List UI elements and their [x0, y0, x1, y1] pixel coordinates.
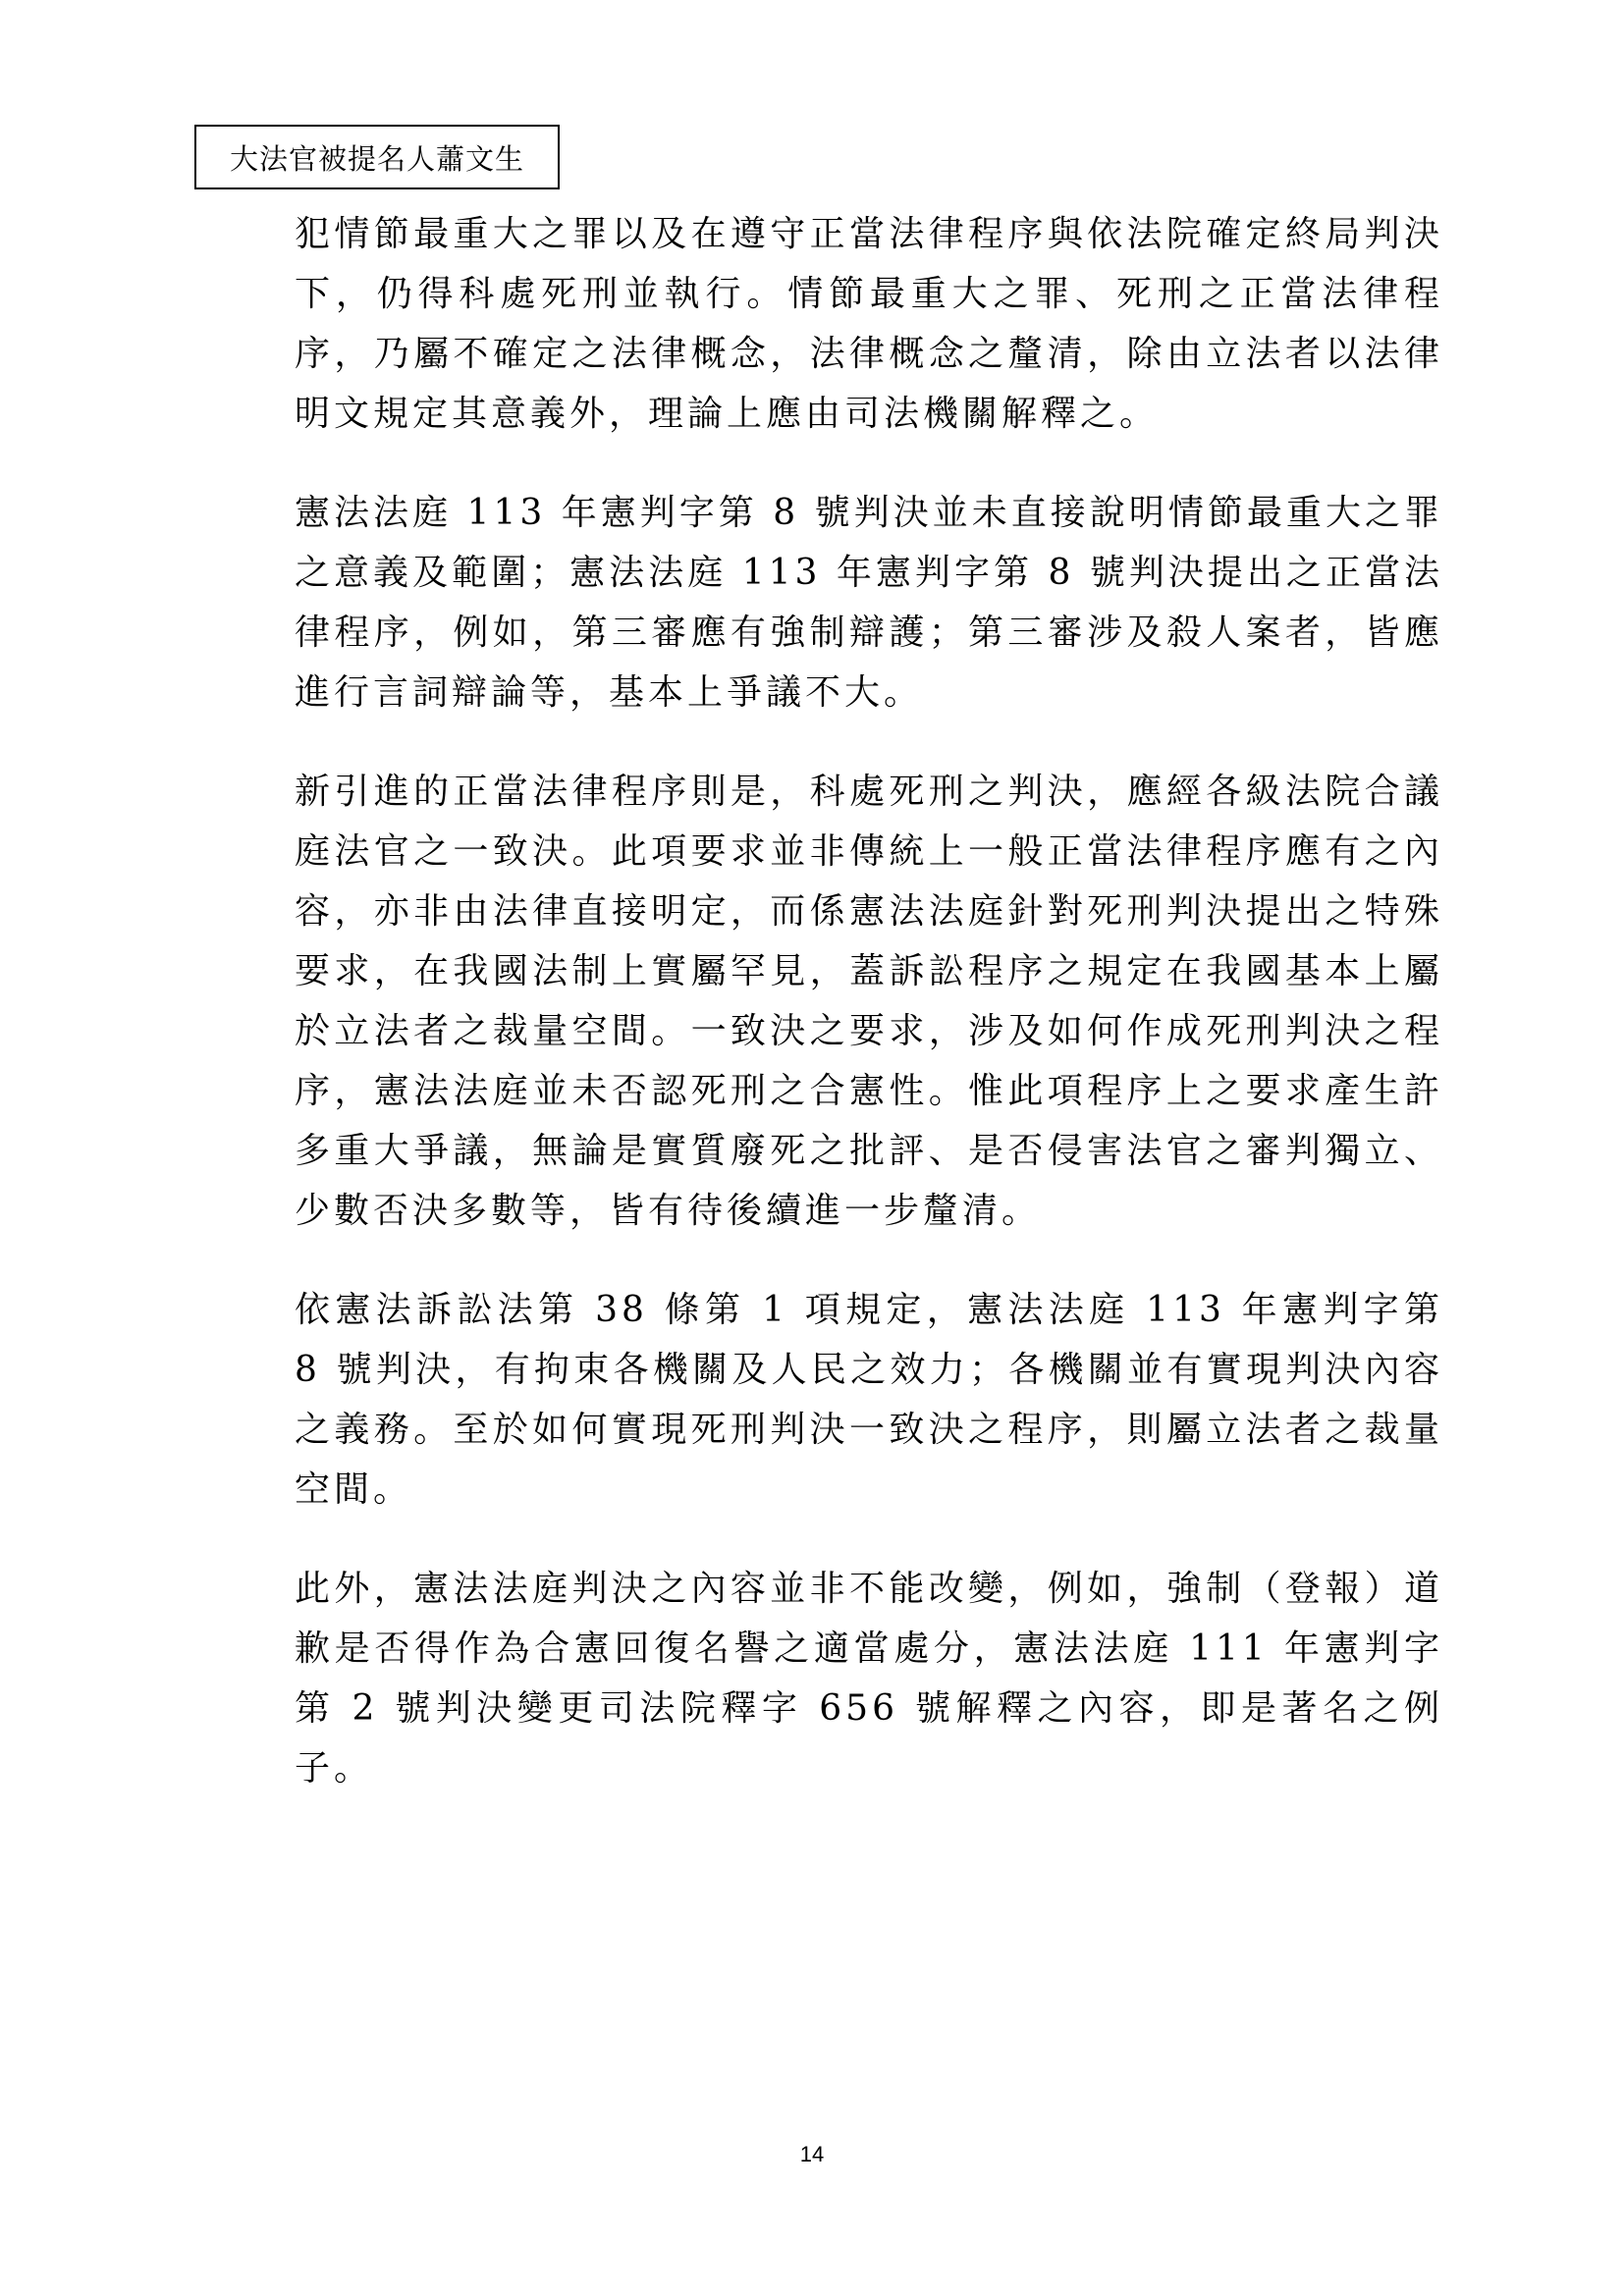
paragraph-4: 依憲法訴訟法第 38 條第 1 項規定，憲法法庭 113 年憲判字第 8 號判決，有拘束各機關及人民之效力；各機關並有實現判決內容之義務。至於如何實現死刑判決一致決之程序，則屬立法者之裁量空間。: [295, 1290, 1443, 1510]
paragraph-5: 此外，憲法法庭判決之內容並非不能改變，例如，強制（登報）道歉是否得作為合憲回復名譽之適當處分，憲法法庭 111 年憲判字第 2 號判決變更司法院釋字 656 號解釋之內容，即是著名之例子。: [295, 1569, 1443, 1789]
nominee-header-label: 大法官被提名人蕭文生: [229, 141, 524, 176]
paragraph-1: 犯情節最重大之罪以及在遵守正當法律程序與依法院確定終局判決下，仍得科處死刑並執行。情節最重大之罪、死刑之正當法律程序，乃屬不確定之法律概念，法律概念之釐清，除由立法者以法律明文規定其意義外，理論上應由司法機關解釋之。: [295, 214, 1443, 434]
paragraph-3: 新引進的正當法律程序則是，科處死刑之判決，應經各級法院合議庭法官之一致決。此項要求並非傳統上一般正當法律程序應有之內容，亦非由法律直接明定，而係憲法法庭針對死刑判決提出之特殊要求，在我國法制上實屬罕見，蓋訴訟程序之規定在我國基本上屬於立法者之裁量空間。一致決之要求，涉及如何作成死刑判決之程序，憲法法庭並未否認死刑之合憲性。惟此項程序上之要求產生許多重大爭議，無論是實質廢死之批評、是否侵害法官之審判獨立、少數否決多數等，皆有待後續進一步釐清。: [295, 772, 1443, 1231]
page-number: 14: [799, 2142, 825, 2166]
document-body: [295, 204, 1443, 1838]
paragraph-2: 憲法法庭 113 年憲判字第 8 號判決並未直接說明情節最重大之罪之意義及範圍；憲法法庭 113 年憲判字第 8 號判決提出之正當法律程序，例如，第三審應有強制辯護；第三審涉及殺人案者，皆應進行言詞辯論等，基本上爭議不大。: [295, 493, 1443, 713]
nominee-header-box: [194, 125, 560, 189]
